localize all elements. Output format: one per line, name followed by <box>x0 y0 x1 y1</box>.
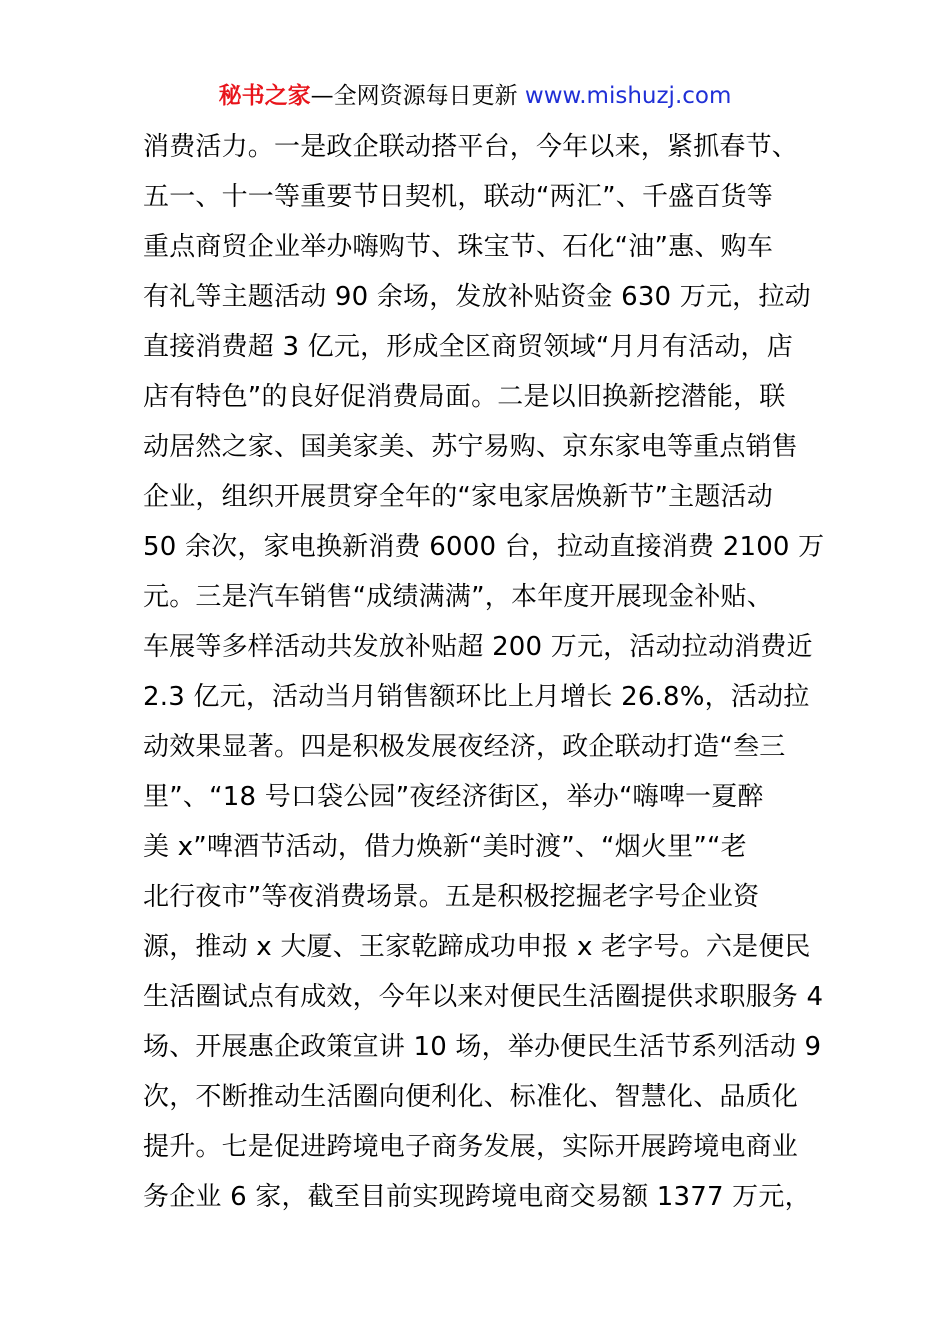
document-body <box>143 122 823 1222</box>
body-line: 北行夜市”等夜消费场景。五是积极挖掘老字号企业资 <box>143 882 760 912</box>
body-line: 提升。七是促进跨境电子商务发展，实际开展跨境电商业 <box>143 1132 799 1162</box>
body-line: 元。三是汽车销售“成绩满满”，本年度开展现金补贴、 <box>143 582 773 612</box>
site-url: www.mishuzj.com <box>524 83 732 109</box>
brand-tagline: —全网资源每日更新 <box>310 83 518 109</box>
body-line: 50 余次，家电换新消费 6000 台，拉动直接消费 2100 万 <box>143 532 825 562</box>
body-line: 直接消费超 3 亿元，形成全区商贸领域“月月有活动，店 <box>143 332 793 362</box>
body-line: 企业，组织开展贯穿全年的“家电家居焕新节”主题活动 <box>143 482 773 512</box>
body-line: 美 x”啤酒节活动，借力焕新“美时渡”、“烟火里”“老 <box>143 832 747 862</box>
body-line: 次，不断推动生活圈向便利化、标准化、智慧化、品质化 <box>143 1082 799 1112</box>
body-line: 有礼等主题活动 90 余场，发放补贴资金 630 万元，拉动 <box>143 282 811 312</box>
body-line: 里”、“18 号口袋公园”夜经济街区，举办“嗨啤一夏醉 <box>143 782 764 812</box>
body-line: 车展等多样活动共发放补贴超 200 万元，活动拉动消费近 <box>143 632 813 662</box>
body-line: 务企业 6 家，截至目前实现跨境电商交易额 1377 万元， <box>143 1182 811 1212</box>
body-line: 动居然之家、国美家美、苏宁易购、京东家电等重点销售 <box>143 432 799 462</box>
body-line: 源，推动 x 大厦、王家乾蹄成功申报 x 老字号。六是便民 <box>143 932 811 962</box>
body-line: 动效果显著。四是积极发展夜经济，政企联动打造“叁三 <box>143 732 786 762</box>
body-line: 2.3 亿元，活动当月销售额环比上月增长 26.8%，活动拉 <box>143 682 810 712</box>
body-line: 重点商贸企业举办嗨购节、珠宝节、石化“油”惠、购车 <box>143 232 773 262</box>
body-line: 消费活力。一是政企联动搭平台，今年以来，紧抓春节、 <box>143 132 799 162</box>
body-line: 场、开展惠企政策宣讲 10 场，举办便民生活节系列活动 9 <box>143 1032 822 1062</box>
body-line: 五一、十一等重要节日契机，联动“两汇”、千盛百货等 <box>143 182 773 212</box>
body-line: 生活圈试点有成效，今年以来对便民生活圈提供求职服务 4 <box>143 982 824 1012</box>
body-line: 店有特色”的良好促消费局面。二是以旧换新挖潜能，联 <box>143 382 786 412</box>
brand-name: 秘书之家 <box>218 83 311 109</box>
watermark-header <box>0 80 950 112</box>
